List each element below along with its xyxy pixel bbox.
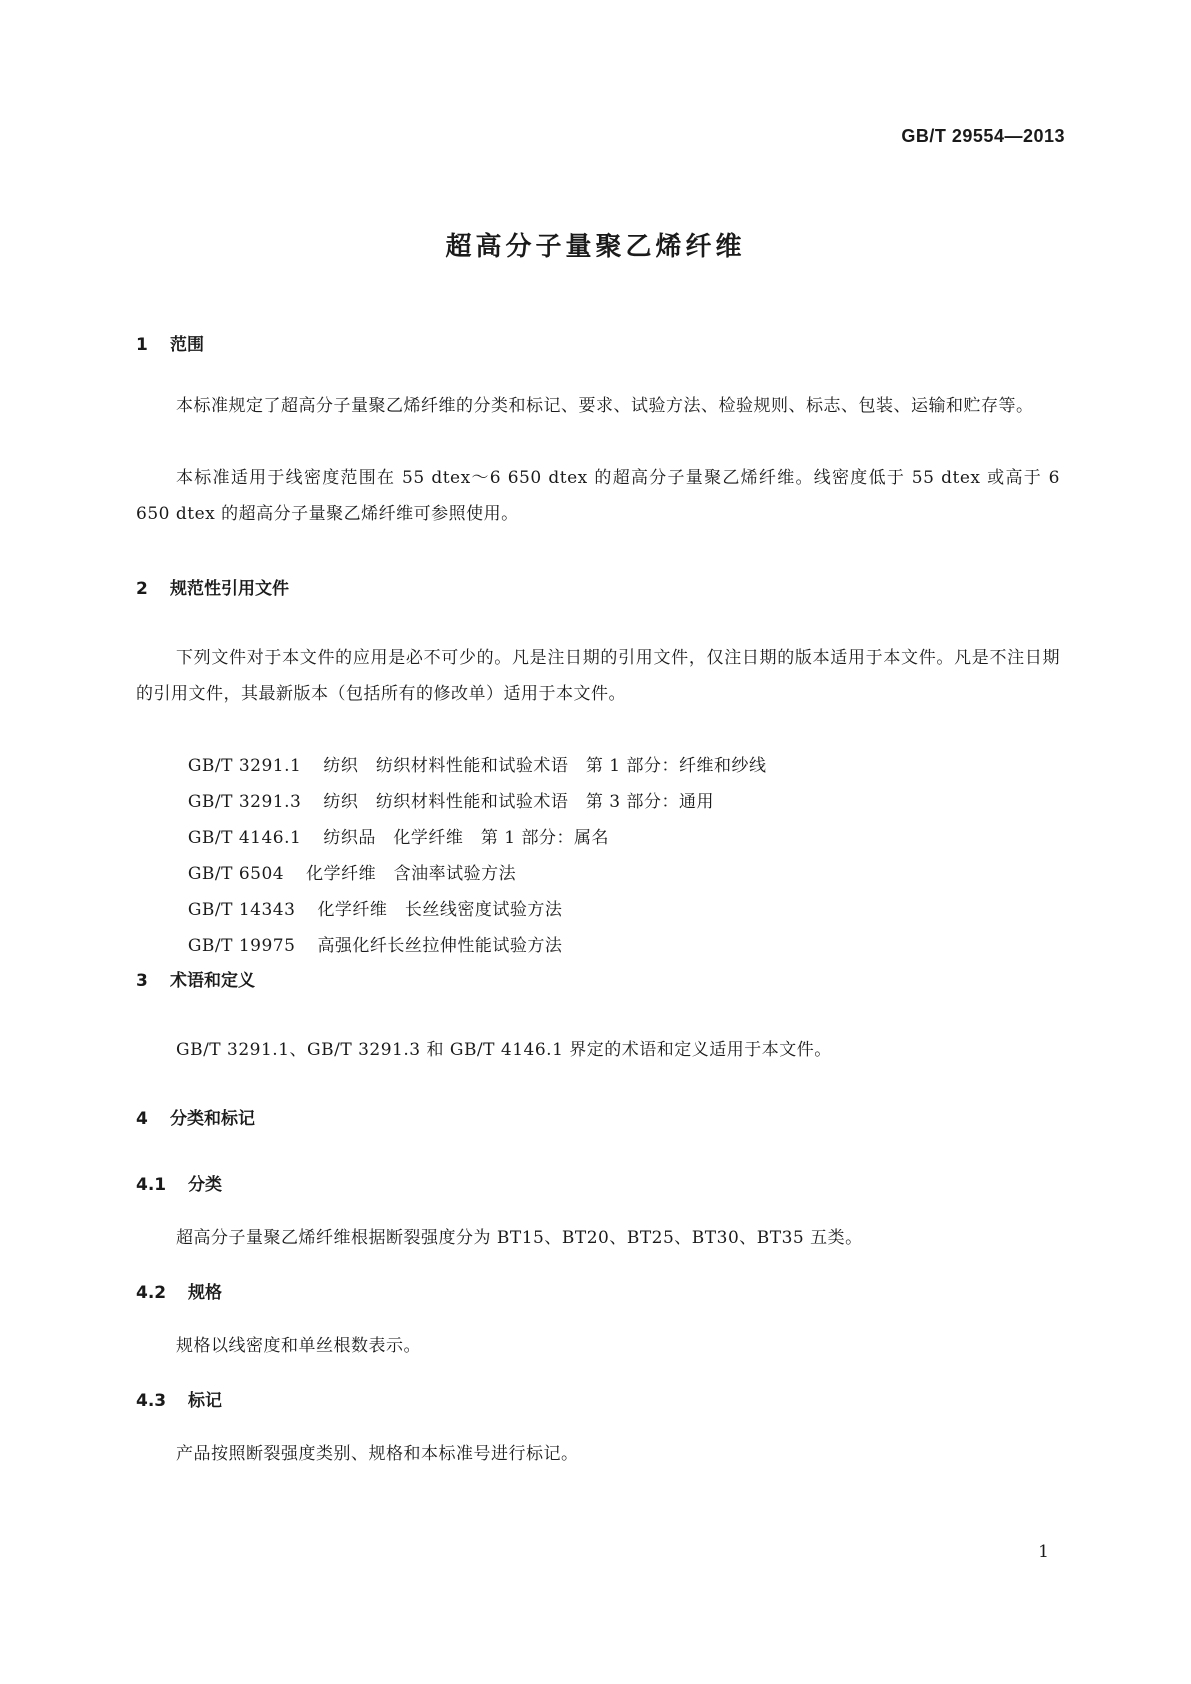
section-2-heading xyxy=(136,574,289,599)
reference-item xyxy=(176,892,562,964)
section-2-paragraph-1: 下列文件对于本文件的应用是必不可少的。凡是注日期的引用文件，仅注日期的版本适用于本文件。凡是不注日期的引用文件，其最新版本（包括所有的修改单）适用于本文件。 xyxy=(136,648,1060,704)
section-number: 4.2 xyxy=(136,1283,167,1303)
section-number: 2 xyxy=(136,579,148,599)
reference-code: GB/T 4146.1 xyxy=(187,828,302,848)
page-number: 1 xyxy=(1038,1542,1049,1562)
section-title: 范围 xyxy=(170,335,204,355)
section-4-2-heading xyxy=(136,1278,222,1303)
section-4-1-paragraph: 超高分子量聚乙烯纤维根据断裂强度分为 BT15、BT20、BT25、BT30、BT35 五类。 xyxy=(176,1228,863,1248)
section-title: 分类 xyxy=(188,1175,222,1195)
section-number: 4 xyxy=(136,1109,148,1129)
reference-code: GB/T 14343 xyxy=(187,900,296,920)
reference-code: GB/T 3291.3 xyxy=(187,792,302,812)
section-3-paragraph-1: GB/T 3291.1、GB/T 3291.3 和 GB/T 4146.1 界定的术语和定义适用于本文件。 xyxy=(176,1040,832,1060)
section-number: 1 xyxy=(136,335,148,355)
section-4-3-paragraph: 产品按照断裂强度类别、规格和本标准号进行标记。 xyxy=(176,1444,579,1464)
section-3-heading xyxy=(136,966,255,991)
reference-title: 纺织 纺织材料性能和试验术语 第 3 部分：通用 xyxy=(323,792,714,812)
section-number: 4.3 xyxy=(136,1391,167,1411)
reference-title: 高强化纤长丝拉伸性能试验方法 xyxy=(317,936,563,956)
reference-title: 化学纤维 含油率试验方法 xyxy=(306,864,517,884)
section-4-1-heading xyxy=(136,1170,222,1195)
reference-code: GB/T 6504 xyxy=(187,864,285,884)
section-4-2-paragraph: 规格以线密度和单丝根数表示。 xyxy=(176,1336,421,1356)
reference-title: 纺织品 化学纤维 第 1 部分：属名 xyxy=(323,828,609,848)
reference-code: GB/T 3291.1 xyxy=(187,756,302,776)
section-title: 规范性引用文件 xyxy=(170,579,289,599)
reference-code: GB/T 19975 xyxy=(187,936,296,956)
section-title: 分类和标记 xyxy=(170,1109,255,1129)
section-number: 4.1 xyxy=(136,1175,167,1195)
section-1-heading xyxy=(136,330,204,355)
section-number: 3 xyxy=(136,971,148,991)
section-title: 规格 xyxy=(188,1283,222,1303)
standard-number: GB/T 29554—2013 xyxy=(901,126,1065,146)
section-1-paragraph-1: 本标准规定了超高分子量聚乙烯纤维的分类和标记、要求、试验方法、检验规则、标志、包装、运输和贮存等。 xyxy=(176,396,1034,416)
section-1-paragraph-2: 本标准适用于线密度范围在 55 dtex～6 650 dtex 的超高分子量聚乙烯纤维。线密度低于 55 dtex 或高于 6 650 dtex 的超高分子量聚乙烯纤维可参照使用。 xyxy=(136,468,1060,524)
section-4-heading xyxy=(136,1104,255,1129)
reference-title: 纺织 纺织材料性能和试验术语 第 1 部分：纤维和纱线 xyxy=(323,756,767,776)
document-title: 超高分子量聚乙烯纤维 xyxy=(445,232,746,262)
section-title: 标记 xyxy=(188,1391,222,1411)
section-4-3-heading xyxy=(136,1386,222,1411)
reference-title: 化学纤维 长丝线密度试验方法 xyxy=(317,900,563,920)
section-title: 术语和定义 xyxy=(170,971,255,991)
